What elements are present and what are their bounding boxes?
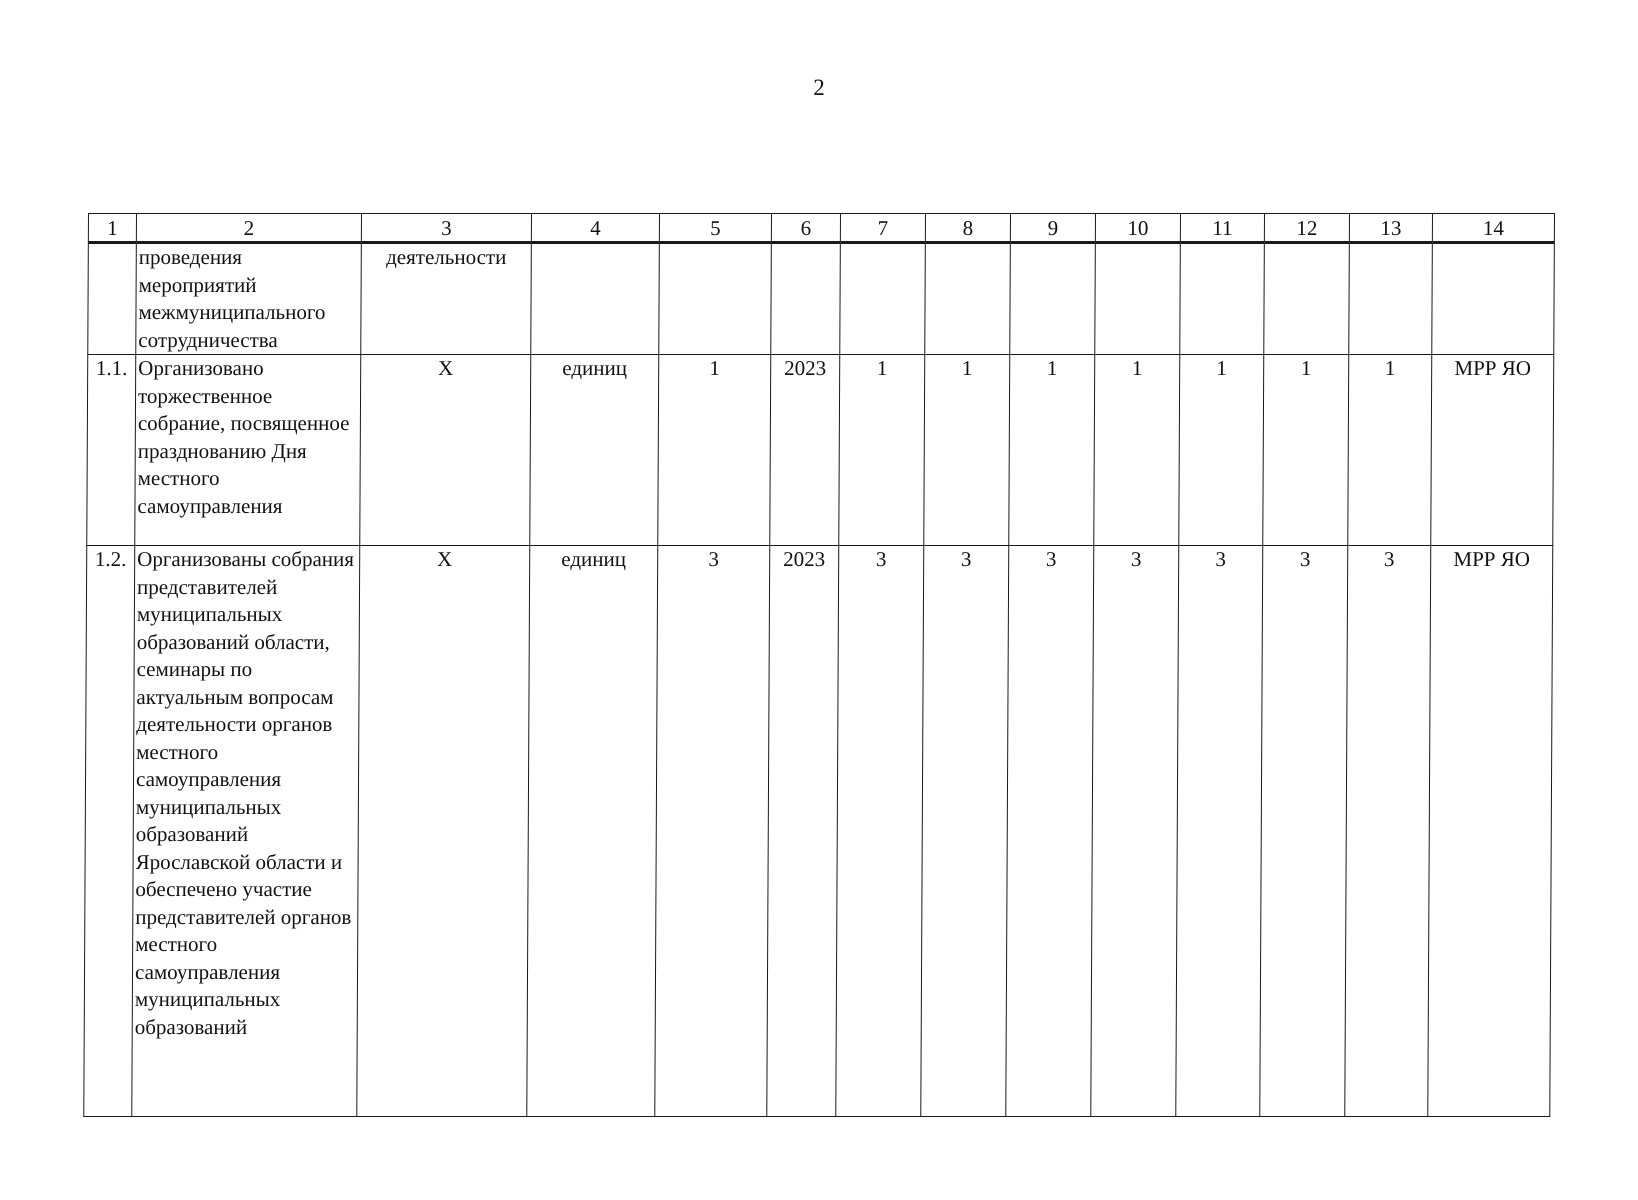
row-name-cell: Организованы собрания представителей муниципальных образований области, семинары по актуальным вопросам деятельности органов местного самоуправления муниципальных образований Ярославской области и обеспечено участие представителей органов местного самоуправления муниципальных образований bbox=[132, 546, 360, 1117]
header-cell: 2 bbox=[136, 214, 361, 243]
row-col5-cell: 3 bbox=[655, 546, 770, 1117]
table-row bbox=[88, 243, 1555, 355]
table-row bbox=[84, 546, 1553, 1117]
page-number: 2 bbox=[813, 75, 825, 100]
header-cell: 10 bbox=[1095, 214, 1180, 243]
row-col10-cell bbox=[1095, 243, 1181, 355]
row-col12-cell bbox=[1264, 243, 1350, 355]
row-col8-cell bbox=[925, 243, 1011, 355]
row-col11-cell: 1 bbox=[1179, 355, 1264, 546]
row-name-cell: Организовано торжественное собрание, посвященное празднованию Дня местного самоуправления bbox=[135, 355, 361, 546]
row-col7-cell bbox=[840, 243, 926, 355]
row-col6-cell: 2023 bbox=[767, 546, 839, 1117]
header-cell: 9 bbox=[1010, 214, 1095, 243]
row-col10-cell: 3 bbox=[1091, 546, 1179, 1117]
row-col3-cell: деятельности bbox=[361, 243, 532, 355]
row-col8-cell: 3 bbox=[921, 546, 1009, 1117]
header-cell: 7 bbox=[840, 214, 925, 243]
row-number-cell: 1.2. bbox=[84, 546, 135, 1117]
row-col4-cell: единиц bbox=[527, 546, 658, 1117]
header-cell: 5 bbox=[659, 214, 771, 243]
row-col14-cell: МРР ЯО bbox=[1428, 546, 1553, 1117]
row-col5-cell bbox=[659, 243, 772, 355]
header-cell: 11 bbox=[1180, 214, 1264, 243]
row-col13-cell: 3 bbox=[1345, 546, 1431, 1117]
row-col3-cell: Х bbox=[357, 546, 530, 1117]
row-col7-cell: 3 bbox=[836, 546, 924, 1117]
row-col14-cell: МРР ЯО bbox=[1431, 355, 1554, 546]
header-cell: 8 bbox=[925, 214, 1010, 243]
row-col9-cell: 3 bbox=[1006, 546, 1094, 1117]
row-col6-cell: 2023 bbox=[770, 355, 840, 546]
row-col4-cell bbox=[531, 243, 660, 355]
header-cell: 4 bbox=[531, 214, 659, 243]
row-col13-cell bbox=[1349, 243, 1433, 355]
row-number-cell: 1.1. bbox=[87, 355, 136, 546]
indicators-table bbox=[83, 213, 1555, 1117]
row-col5-cell: 1 bbox=[658, 355, 771, 546]
table-header-row bbox=[88, 214, 1554, 243]
row-col12-cell: 3 bbox=[1260, 546, 1348, 1117]
row-col12-cell: 1 bbox=[1263, 355, 1349, 546]
header-cell: 13 bbox=[1349, 214, 1432, 243]
row-col3-cell: Х bbox=[360, 355, 531, 546]
row-col9-cell bbox=[1010, 243, 1096, 355]
table-row bbox=[87, 355, 1554, 546]
row-number-cell bbox=[88, 243, 137, 355]
header-cell: 12 bbox=[1264, 214, 1349, 243]
row-col9-cell: 1 bbox=[1009, 355, 1095, 546]
row-col11-cell bbox=[1180, 243, 1265, 355]
row-col13-cell: 1 bbox=[1348, 355, 1432, 546]
header-cell: 6 bbox=[771, 214, 840, 243]
row-name-cell: проведения мероприятий межмуниципального сотрудничества bbox=[136, 243, 362, 355]
header-cell: 3 bbox=[361, 214, 531, 243]
row-col6-cell bbox=[771, 243, 841, 355]
row-col7-cell: 1 bbox=[839, 355, 925, 546]
row-col11-cell: 3 bbox=[1176, 546, 1263, 1117]
header-cell: 1 bbox=[88, 214, 136, 243]
row-col10-cell: 1 bbox=[1094, 355, 1180, 546]
row-col4-cell: единиц bbox=[530, 355, 659, 546]
header-cell: 14 bbox=[1432, 214, 1554, 243]
row-col14-cell bbox=[1432, 243, 1555, 355]
row-col8-cell: 1 bbox=[924, 355, 1010, 546]
